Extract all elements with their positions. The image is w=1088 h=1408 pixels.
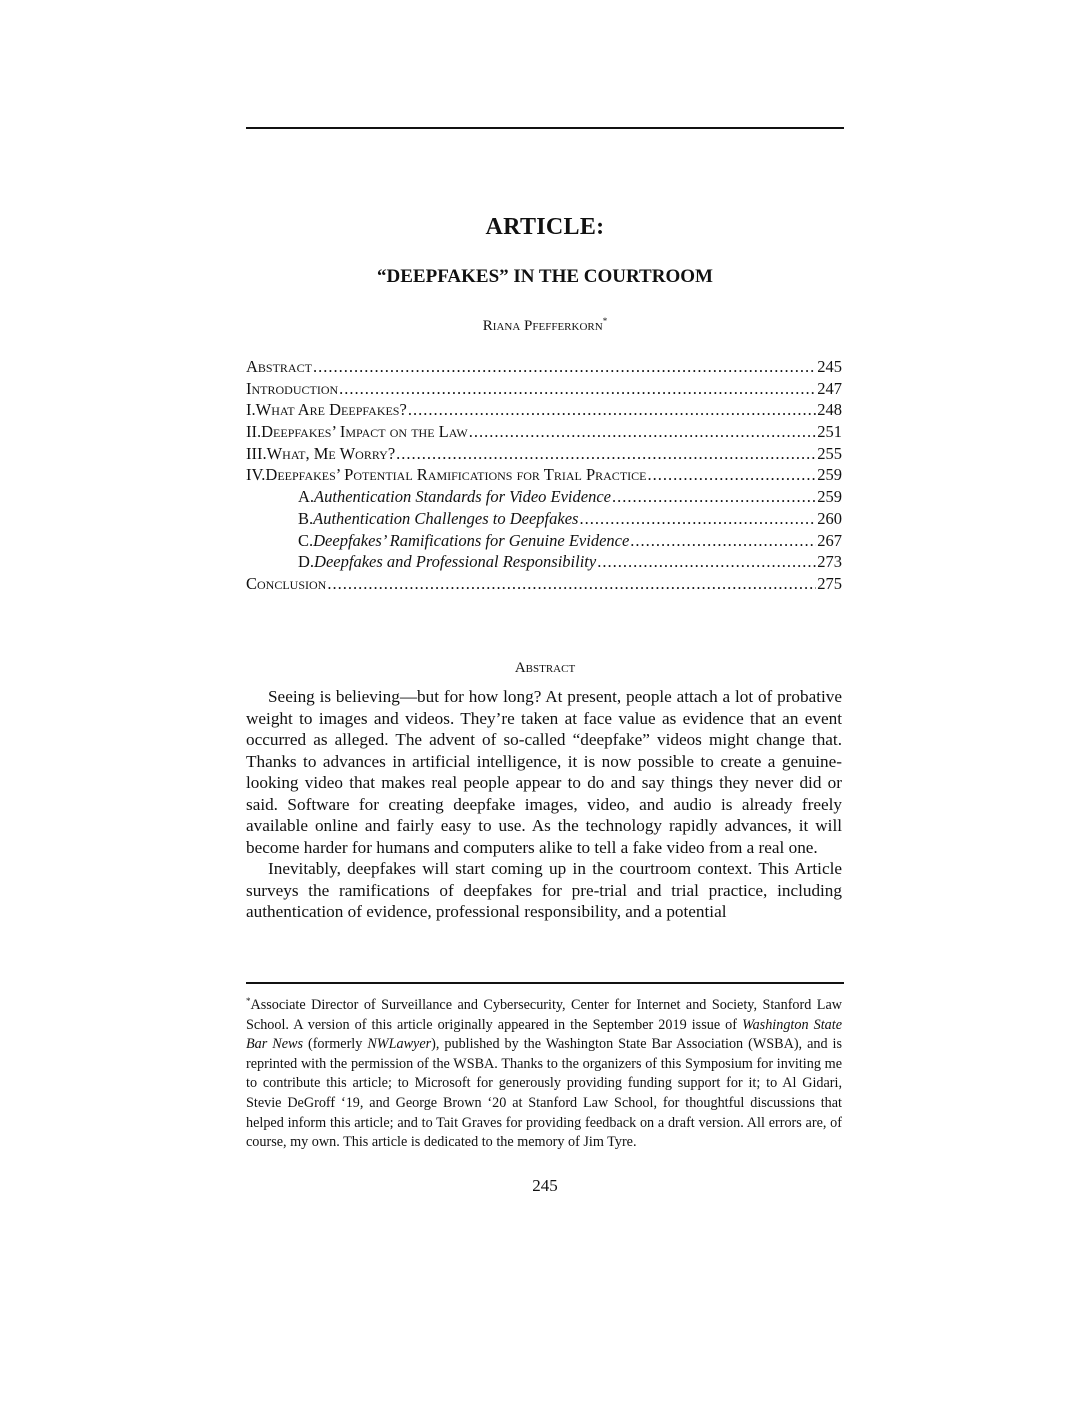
header-rule (246, 127, 844, 129)
toc-sub-letter: A. (298, 487, 315, 507)
footnote-mark: * (246, 996, 251, 1006)
toc-leader (469, 422, 816, 442)
toc-entry-section-1 (246, 400, 842, 422)
toc-entry-introduction (246, 379, 842, 401)
toc-subentry-d (246, 552, 842, 574)
toc-page: 259 (817, 487, 842, 507)
abstract-heading: Abstract (514, 660, 576, 676)
toc-label: IV.Deepfakes’ Potential Ramifications for Trial Practice (246, 465, 647, 485)
toc-label: I.What Are Deepfakes? (246, 400, 407, 420)
toc-leader (408, 400, 816, 420)
toc-page: 245 (817, 357, 842, 376)
toc-leader (396, 444, 816, 464)
toc-leader (327, 574, 816, 594)
toc-leader (630, 531, 816, 551)
toc-sub-letter: D. (298, 552, 315, 572)
toc-page: 247 (817, 378, 842, 398)
table-of-contents (246, 357, 842, 596)
toc-page: 248 (817, 400, 842, 420)
author-name: Riana Pfefferkorn (482, 318, 603, 334)
abstract-paragraph-1: Seeing is believing—but for how long? At present, people attach a lot of probative weight to images and videos. They’re taken at face value as evidence that an event occurred as alleged. The advent of so-called “deepfake” videos might change that. Thanks to advances in artificial intelligence, it is now possible to create a genuine-looking video that makes real people appear to do and say things they never did or said. Software for creating deepfake images, video, and audio is already freely available online and fairly easy to use. As the technology rapidly advances, it will become harder for humans and computers alike to tell a fake video from a real one. (246, 687, 842, 857)
footnote-publication-title: Washington State Bar News (246, 1016, 842, 1053)
toc-entry-section-2 (246, 422, 842, 444)
footnote-rule (246, 982, 844, 984)
toc-sub-letter: B. (298, 508, 314, 528)
toc-label: Deepfakes’ Ramifications for Genuine Evidence (313, 530, 630, 550)
toc-label: Conclusion (246, 573, 327, 593)
toc-label: Abstract (246, 357, 312, 376)
toc-entry-section-4 (246, 465, 842, 487)
toc-leader (612, 487, 816, 507)
article-title: “DEEPFAKES” IN THE COURTROOM (377, 266, 713, 287)
toc-page: 251 (817, 422, 842, 442)
toc-leader (579, 509, 816, 529)
page-number: 245 (532, 1176, 558, 1195)
abstract-body (246, 686, 842, 923)
footnote-text: ), published by the Washington State Bar Association (WSBA), and is reprinted with the permission of the WSBA. Thanks to the organizers of this Symposium for inviting me to contribute this article; to Microsoft for generously providing funding support for it; to Al Gidari, Stevie DeGroff ‘19, and George Brown ‘20 at Stanford Law School, for thoughtful discussions that helped inform this article; and to Tait Graves for providing feedback on a draft version. All errors are, of course, my own. This article is dedicated to the memory of Jim Tyre. (246, 1036, 842, 1151)
article-kicker: ARTICLE: (485, 214, 605, 240)
footnote-text: Associate Director of Surveillance and Cybersecurity, Center for Internet and Society, Stanford Law School. A version of this article originally appeared in the September 2019 issue of (246, 997, 842, 1033)
author-footnote (246, 992, 842, 1153)
toc-page: 260 (817, 508, 842, 528)
toc-entry-conclusion (246, 574, 842, 596)
toc-subentry-c (246, 531, 842, 553)
toc-entry-abstract (246, 357, 842, 379)
toc-page: 267 (817, 530, 842, 550)
toc-subentry-a (246, 487, 842, 509)
footnote-former-title: NWLawyer (367, 1036, 432, 1053)
toc-leader (597, 552, 816, 572)
toc-label: II.Deepfakes’ Impact on the Law (246, 422, 468, 442)
toc-page: 273 (817, 552, 842, 572)
toc-leader (647, 465, 816, 485)
footnote-text: (formerly (303, 1036, 368, 1053)
toc-page: 275 (817, 573, 842, 593)
toc-label: Authentication Challenges to Deepfakes (313, 508, 579, 528)
abstract-paragraph-2: Inevitably, deepfakes will start coming up in the courtroom context. This Article surveys the ramifications of deepfakes for pre-trial and trial practice, including authentication of evidence, professional responsibility, and a potential (246, 859, 842, 921)
toc-label: Deepfakes and Professional Responsibility (314, 552, 597, 572)
toc-label: III.What, Me Worry? (246, 443, 396, 463)
toc-page: 255 (817, 443, 842, 463)
author-byline (246, 316, 844, 335)
toc-leader (313, 357, 816, 377)
toc-entry-section-3 (246, 444, 842, 466)
toc-label: Authentication Standards for Video Evidence (314, 487, 611, 507)
toc-sub-letter: C. (298, 530, 314, 550)
toc-leader (339, 379, 816, 399)
toc-subentry-b (246, 509, 842, 531)
author-footnote-mark: * (602, 316, 608, 326)
toc-page: 259 (817, 465, 842, 485)
toc-label: Introduction (246, 378, 339, 398)
